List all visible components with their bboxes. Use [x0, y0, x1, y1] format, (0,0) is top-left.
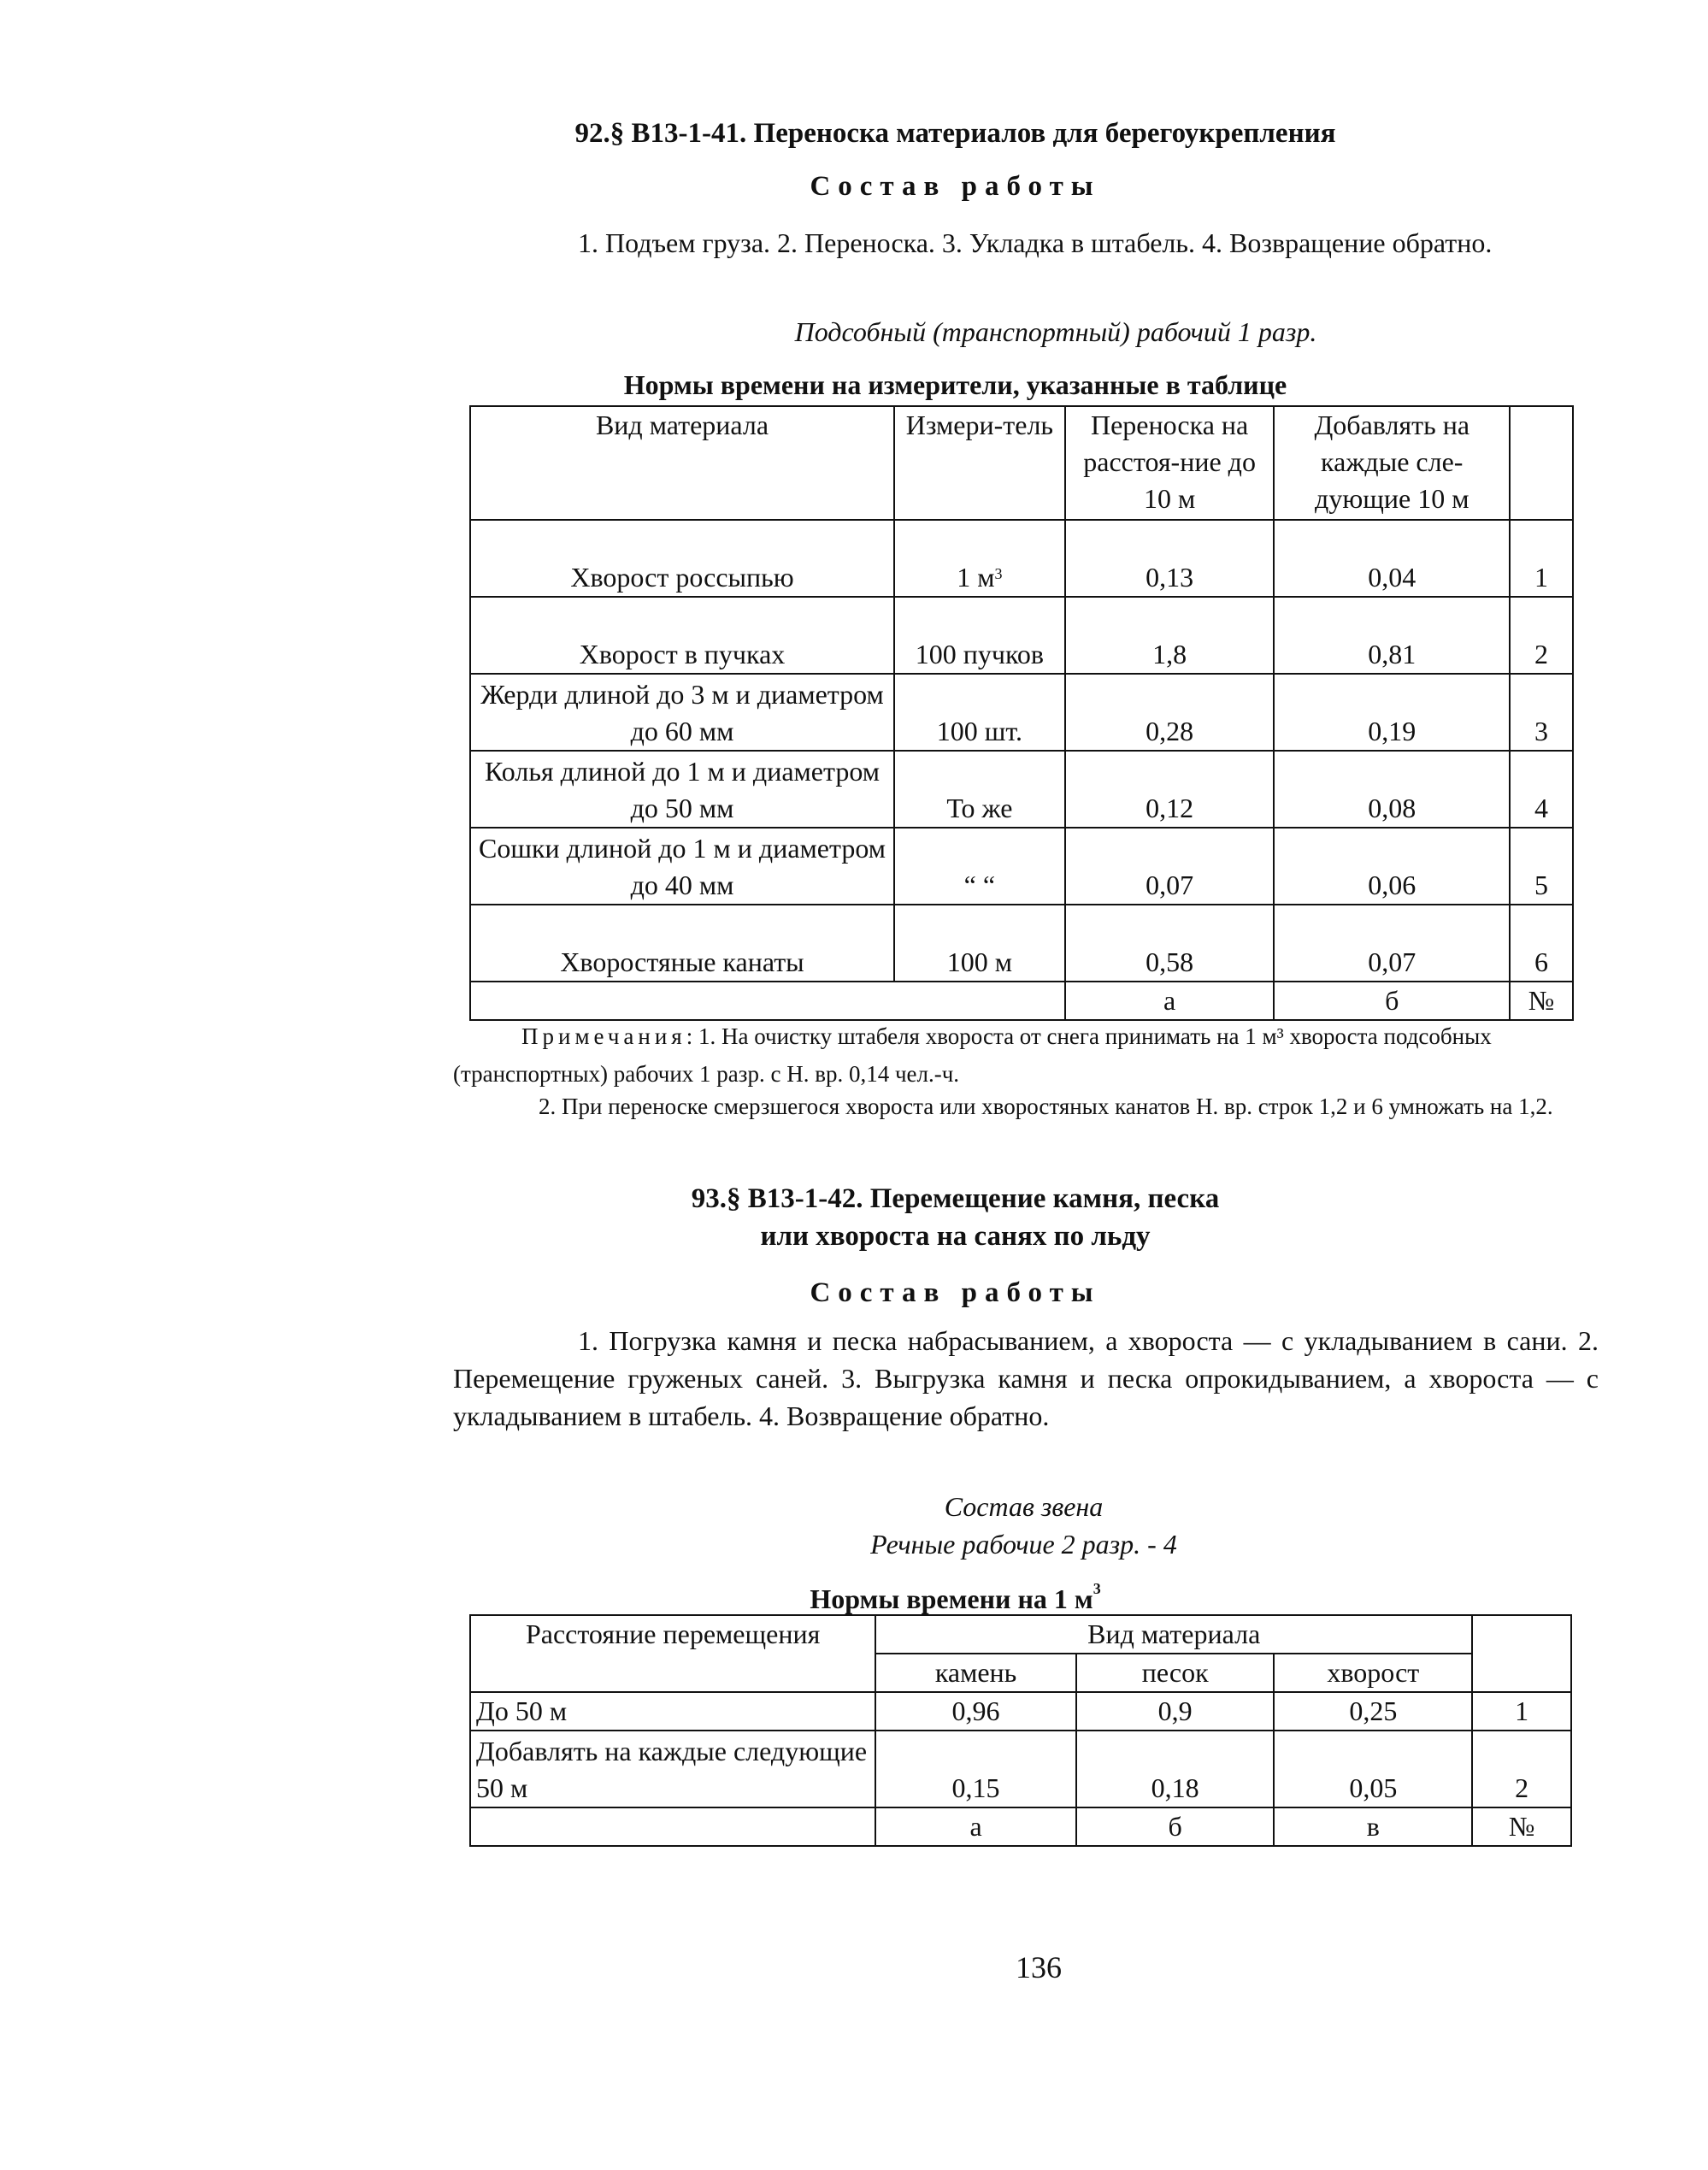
cell-material: Колья длиной до 1 м и диаметром до 50 мм	[470, 751, 894, 828]
cell-add: 0,07	[1274, 905, 1510, 982]
section-92-work-heading: Состав работы	[810, 171, 1101, 202]
table-row	[470, 751, 1573, 828]
table-row	[470, 828, 1573, 905]
section-93-norms-table	[469, 1614, 1572, 1847]
cell-material: Хворостяные канаты	[470, 905, 894, 982]
section-93-work-heading: Состав работы	[810, 1277, 1101, 1308]
page-number: 136	[1016, 1950, 1062, 1984]
section-93-table-caption	[462, 1580, 1449, 1615]
cell-material: Жерди длиной до 3 м и диаметром до 60 мм	[470, 674, 894, 751]
section-93-title-line-2: или хвороста на санях по льду	[760, 1221, 1151, 1252]
cell-carry: 1,8	[1065, 597, 1275, 674]
cell-carry: 0,13	[1065, 520, 1275, 597]
section-92-table-caption: Нормы времени на измерители, указанные в таблице	[623, 369, 1287, 400]
cell-unit: “ “	[894, 828, 1065, 905]
cell-unit: 100 шт.	[894, 674, 1065, 751]
header-number	[1510, 406, 1573, 520]
cell-carry: 0,12	[1065, 751, 1275, 828]
cell-stone: 0,96	[875, 1692, 1076, 1731]
cell-number: 2	[1510, 597, 1573, 674]
caption-superscript: 3	[1093, 1580, 1101, 1597]
section-92-norms-table	[469, 405, 1574, 1021]
cell-material: Сошки длиной до 1 м и диаметром до 40 мм	[470, 828, 894, 905]
cell-carry: 0,58	[1065, 905, 1275, 982]
section-92-worker: Подсобный (транспортный) рабочий 1 разр.	[794, 316, 1317, 347]
table-row	[470, 1692, 1571, 1731]
cell-number: 5	[1510, 828, 1573, 905]
header-material-group: Вид материала	[875, 1615, 1472, 1654]
cell-number: 6	[1510, 905, 1573, 982]
cell-sand: 0,9	[1076, 1692, 1275, 1731]
table-row	[470, 520, 1573, 597]
header-material: Вид материала	[470, 406, 894, 520]
cell-number: 2	[1472, 1731, 1571, 1807]
cell-unit	[894, 520, 1065, 597]
cell-carry: 0,28	[1065, 674, 1275, 751]
header-distance: Расстояние перемещения	[470, 1615, 875, 1692]
cell-number: 1	[1510, 520, 1573, 597]
cell-distance: До 50 м	[470, 1692, 875, 1731]
header-stone: камень	[875, 1654, 1076, 1692]
cell-add: 0,06	[1274, 828, 1510, 905]
footer-empty	[470, 982, 1065, 1020]
cell-brushwood: 0,25	[1274, 1692, 1472, 1731]
section-92-title: 92.§ В13-1-41. Переноска материалов для берегоукрепления	[574, 118, 1336, 149]
note-1-text: : 1. На очистку штабеля хвороста от снега принимать на 1 м³ хвороста подсобных (транспортных) рабочих 1 разр. с Н. вр. 0,14 чел.-ч.	[453, 1023, 1492, 1087]
table-row	[470, 905, 1573, 982]
cell-number: 4	[1510, 751, 1573, 828]
cell-carry: 0,07	[1065, 828, 1275, 905]
section-92-note-1	[453, 1017, 1599, 1093]
footer-b: б	[1076, 1807, 1275, 1846]
cell-unit: 100 пучков	[894, 597, 1065, 674]
cell-sand: 0,18	[1076, 1731, 1275, 1807]
unit-superscript: 3	[994, 565, 1003, 582]
table-header-row	[470, 1615, 1571, 1654]
cell-unit: 100 м	[894, 905, 1065, 982]
unit-text: 1 м	[957, 562, 995, 593]
header-carry: Переноска на расстоя-ние до 10 м	[1065, 406, 1275, 520]
footer-v: в	[1274, 1807, 1472, 1846]
cell-material: Хворост россыпью	[470, 520, 894, 597]
cell-stone: 0,15	[875, 1731, 1076, 1807]
cell-number: 3	[1510, 674, 1573, 751]
header-add: Добавлять на каждые сле-дующие 10 м	[1274, 406, 1510, 520]
table-footer-row	[470, 1807, 1571, 1846]
table-header-row	[470, 406, 1573, 520]
footer-a: а	[875, 1807, 1076, 1846]
footer-number-sign: №	[1472, 1807, 1571, 1846]
footer-b: б	[1274, 982, 1510, 1020]
header-brushwood: хворост	[1274, 1654, 1472, 1692]
header-number	[1472, 1615, 1571, 1692]
header-unit: Измери-тель	[894, 406, 1065, 520]
note-label: Примечания	[521, 1023, 686, 1049]
cell-distance: Добавлять на каждые следующие 50 м	[470, 1731, 875, 1807]
section-93-crew: Речные рабочие 2 разр. - 4	[870, 1529, 1177, 1560]
footer-number-sign: №	[1510, 982, 1573, 1020]
cell-unit: То же	[894, 751, 1065, 828]
section-93-crew-heading: Состав звена	[944, 1491, 1104, 1522]
cell-add: 0,04	[1274, 520, 1510, 597]
footer-empty	[470, 1807, 875, 1846]
cell-material: Хворост в пучках	[470, 597, 894, 674]
cell-add: 0,81	[1274, 597, 1510, 674]
cell-number: 1	[1472, 1692, 1571, 1731]
table-row	[470, 597, 1573, 674]
section-93-work-text: 1. Погрузка камня и песка набрасыванием, а хвороста — с укладыванием в сани. 2. Перемещение груженых саней. 3. Выгрузка камня и песка опрокидыванием, а хвороста — с укладыванием в штабель. 4. Возвращение обратно.	[453, 1325, 1599, 1431]
caption-text: Нормы времени на 1 м	[810, 1583, 1093, 1614]
section-92-work-text: 1. Подъем груза. 2. Переноска. 3. Укладка в штабель. 4. Возвращение обратно.	[578, 227, 1493, 258]
footer-a: а	[1065, 982, 1275, 1020]
table-row	[470, 674, 1573, 751]
section-92-note-2: 2. При переноске смерзшегося хвороста или хворостяных канатов Н. вр. строк 1,2 и 6 умножать на 1,2.	[539, 1094, 1553, 1119]
table-row	[470, 1731, 1571, 1807]
table-footer-row	[470, 982, 1573, 1020]
cell-brushwood: 0,05	[1274, 1731, 1472, 1807]
cell-add: 0,08	[1274, 751, 1510, 828]
cell-add: 0,19	[1274, 674, 1510, 751]
header-sand: песок	[1076, 1654, 1275, 1692]
section-93-title-line-1: 93.§ В13-1-42. Перемещение камня, песка	[691, 1183, 1220, 1214]
